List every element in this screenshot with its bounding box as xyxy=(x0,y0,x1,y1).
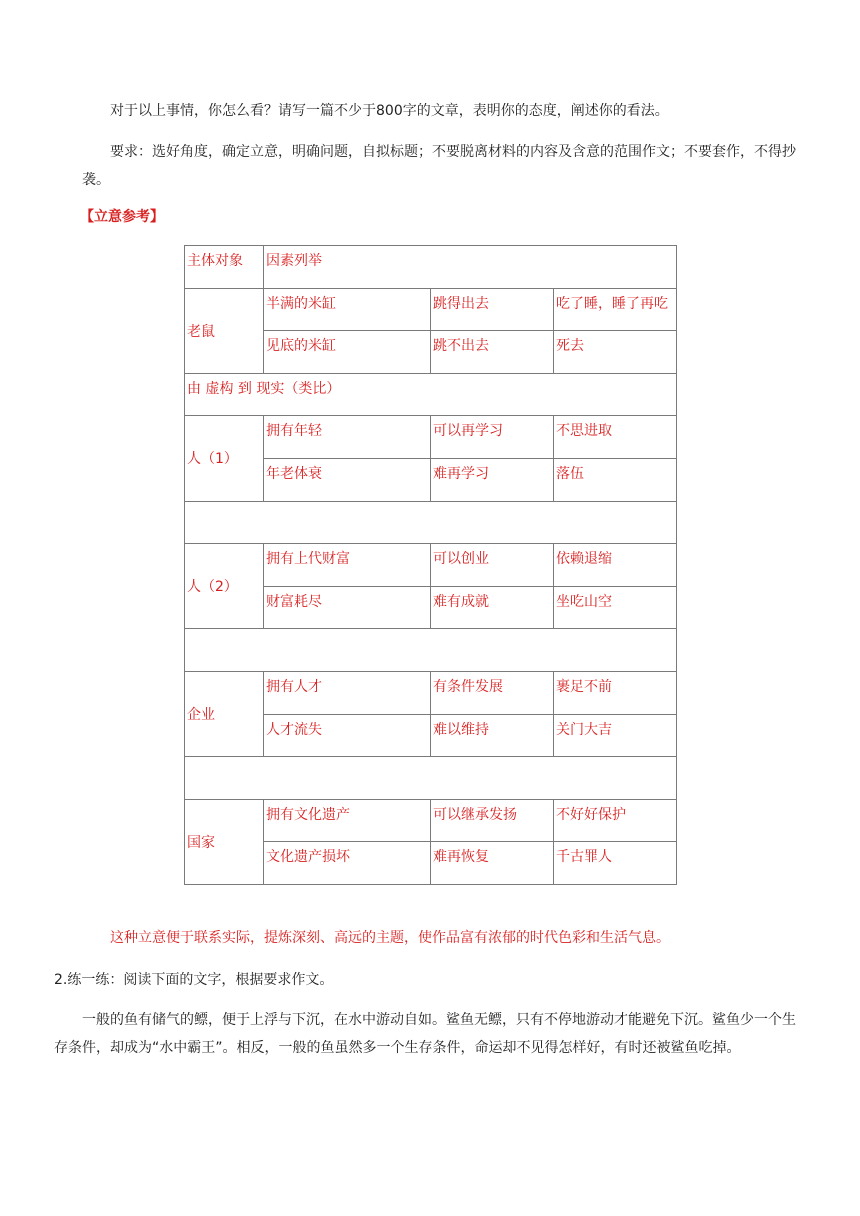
table-header-subject: 主体对象 xyxy=(185,246,264,289)
table-header-factors: 因素列举 xyxy=(264,246,677,289)
section-heading-reference: 【立意参考】 xyxy=(80,209,164,225)
table-cell: 裹足不前 xyxy=(554,671,677,714)
table-empty-cell xyxy=(185,757,677,800)
table-cell: 千古罪人 xyxy=(554,842,677,885)
table-cell: 可以继承发扬 xyxy=(431,799,554,842)
table-row-empty xyxy=(185,501,677,544)
table-subject-cell: 企业 xyxy=(185,671,264,756)
table-subject-cell: 人（1） xyxy=(185,416,264,501)
table-cell: 不思进取 xyxy=(554,416,677,459)
table-row xyxy=(185,544,677,587)
table-cell: 难再恢复 xyxy=(431,842,554,885)
table-cell: 跳不出去 xyxy=(431,331,554,374)
table-row xyxy=(185,373,677,416)
table-cell: 拥有上代财富 xyxy=(264,544,431,587)
table-cell: 关门大吉 xyxy=(554,714,677,757)
table-cell: 财富耗尽 xyxy=(264,586,431,629)
table-cell: 有条件发展 xyxy=(431,671,554,714)
reference-table xyxy=(184,245,677,885)
paragraph-requirements: 要求：选好角度，确定立意，明确问题，自拟标题；不要脱离材料的内容及含意的范围作文；不要套作，不得抄袭。 xyxy=(82,144,796,188)
paragraph-prompt: 对于以上事情，你怎么看？请写一篇不少于800字的文章，表明你的态度，阐述你的看法。 xyxy=(110,103,669,119)
paragraph-shark-story: 一般的鱼有储气的鳔，便于上浮与下沉，在水中游动自如。鲨鱼无鳔，只有不停地游动才能避免下沉。鲨鱼少一个生存条件，却成为“水中霸王”。相反，一般的鱼虽然多一个生存条件，命运却不见得怎样好，有时还被鲨鱼吃掉。 xyxy=(54,1012,796,1056)
table-row xyxy=(185,671,677,714)
paragraph-exercise-title: 2.练一练：阅读下面的文字，根据要求作文。 xyxy=(54,972,334,988)
table-row xyxy=(185,416,677,459)
table-cell: 难再学习 xyxy=(431,458,554,501)
table-cell: 人才流失 xyxy=(264,714,431,757)
table-cell: 可以创业 xyxy=(431,544,554,587)
table-cell: 拥有人才 xyxy=(264,671,431,714)
table-row xyxy=(185,288,677,331)
table-cell: 死去 xyxy=(554,331,677,374)
table-cell: 难以维持 xyxy=(431,714,554,757)
table-cell: 半满的米缸 xyxy=(264,288,431,331)
table-row-empty xyxy=(185,629,677,672)
table-cell: 落伍 xyxy=(554,458,677,501)
table-subject-cell: 国家 xyxy=(185,799,264,884)
table-empty-cell xyxy=(185,501,677,544)
table-cell: 跳得出去 xyxy=(431,288,554,331)
table-cell: 拥有年轻 xyxy=(264,416,431,459)
table-cell: 拥有文化遗产 xyxy=(264,799,431,842)
table-row-empty xyxy=(185,757,677,800)
table-cell: 不好好保护 xyxy=(554,799,677,842)
table-cell: 吃了睡，睡了再吃 xyxy=(554,288,677,331)
table-cell: 难有成就 xyxy=(431,586,554,629)
table-cell: 见底的米缸 xyxy=(264,331,431,374)
table-subject-cell: 人（2） xyxy=(185,544,264,629)
table-cell: 依赖退缩 xyxy=(554,544,677,587)
table-cell: 年老体衰 xyxy=(264,458,431,501)
table-transition-cell: 由 虚构 到 现实（类比） xyxy=(185,373,677,416)
table-cell: 坐吃山空 xyxy=(554,586,677,629)
table-row xyxy=(185,246,677,289)
table-empty-cell xyxy=(185,629,677,672)
table-cell: 文化遗产损坏 xyxy=(264,842,431,885)
table-cell: 可以再学习 xyxy=(431,416,554,459)
table-subject-cell: 老鼠 xyxy=(185,288,264,373)
paragraph-reference-note: 这种立意便于联系实际，提炼深刻、高远的主题，使作品富有浓郁的时代色彩和生活气息。 xyxy=(110,930,670,946)
table-row xyxy=(185,799,677,842)
